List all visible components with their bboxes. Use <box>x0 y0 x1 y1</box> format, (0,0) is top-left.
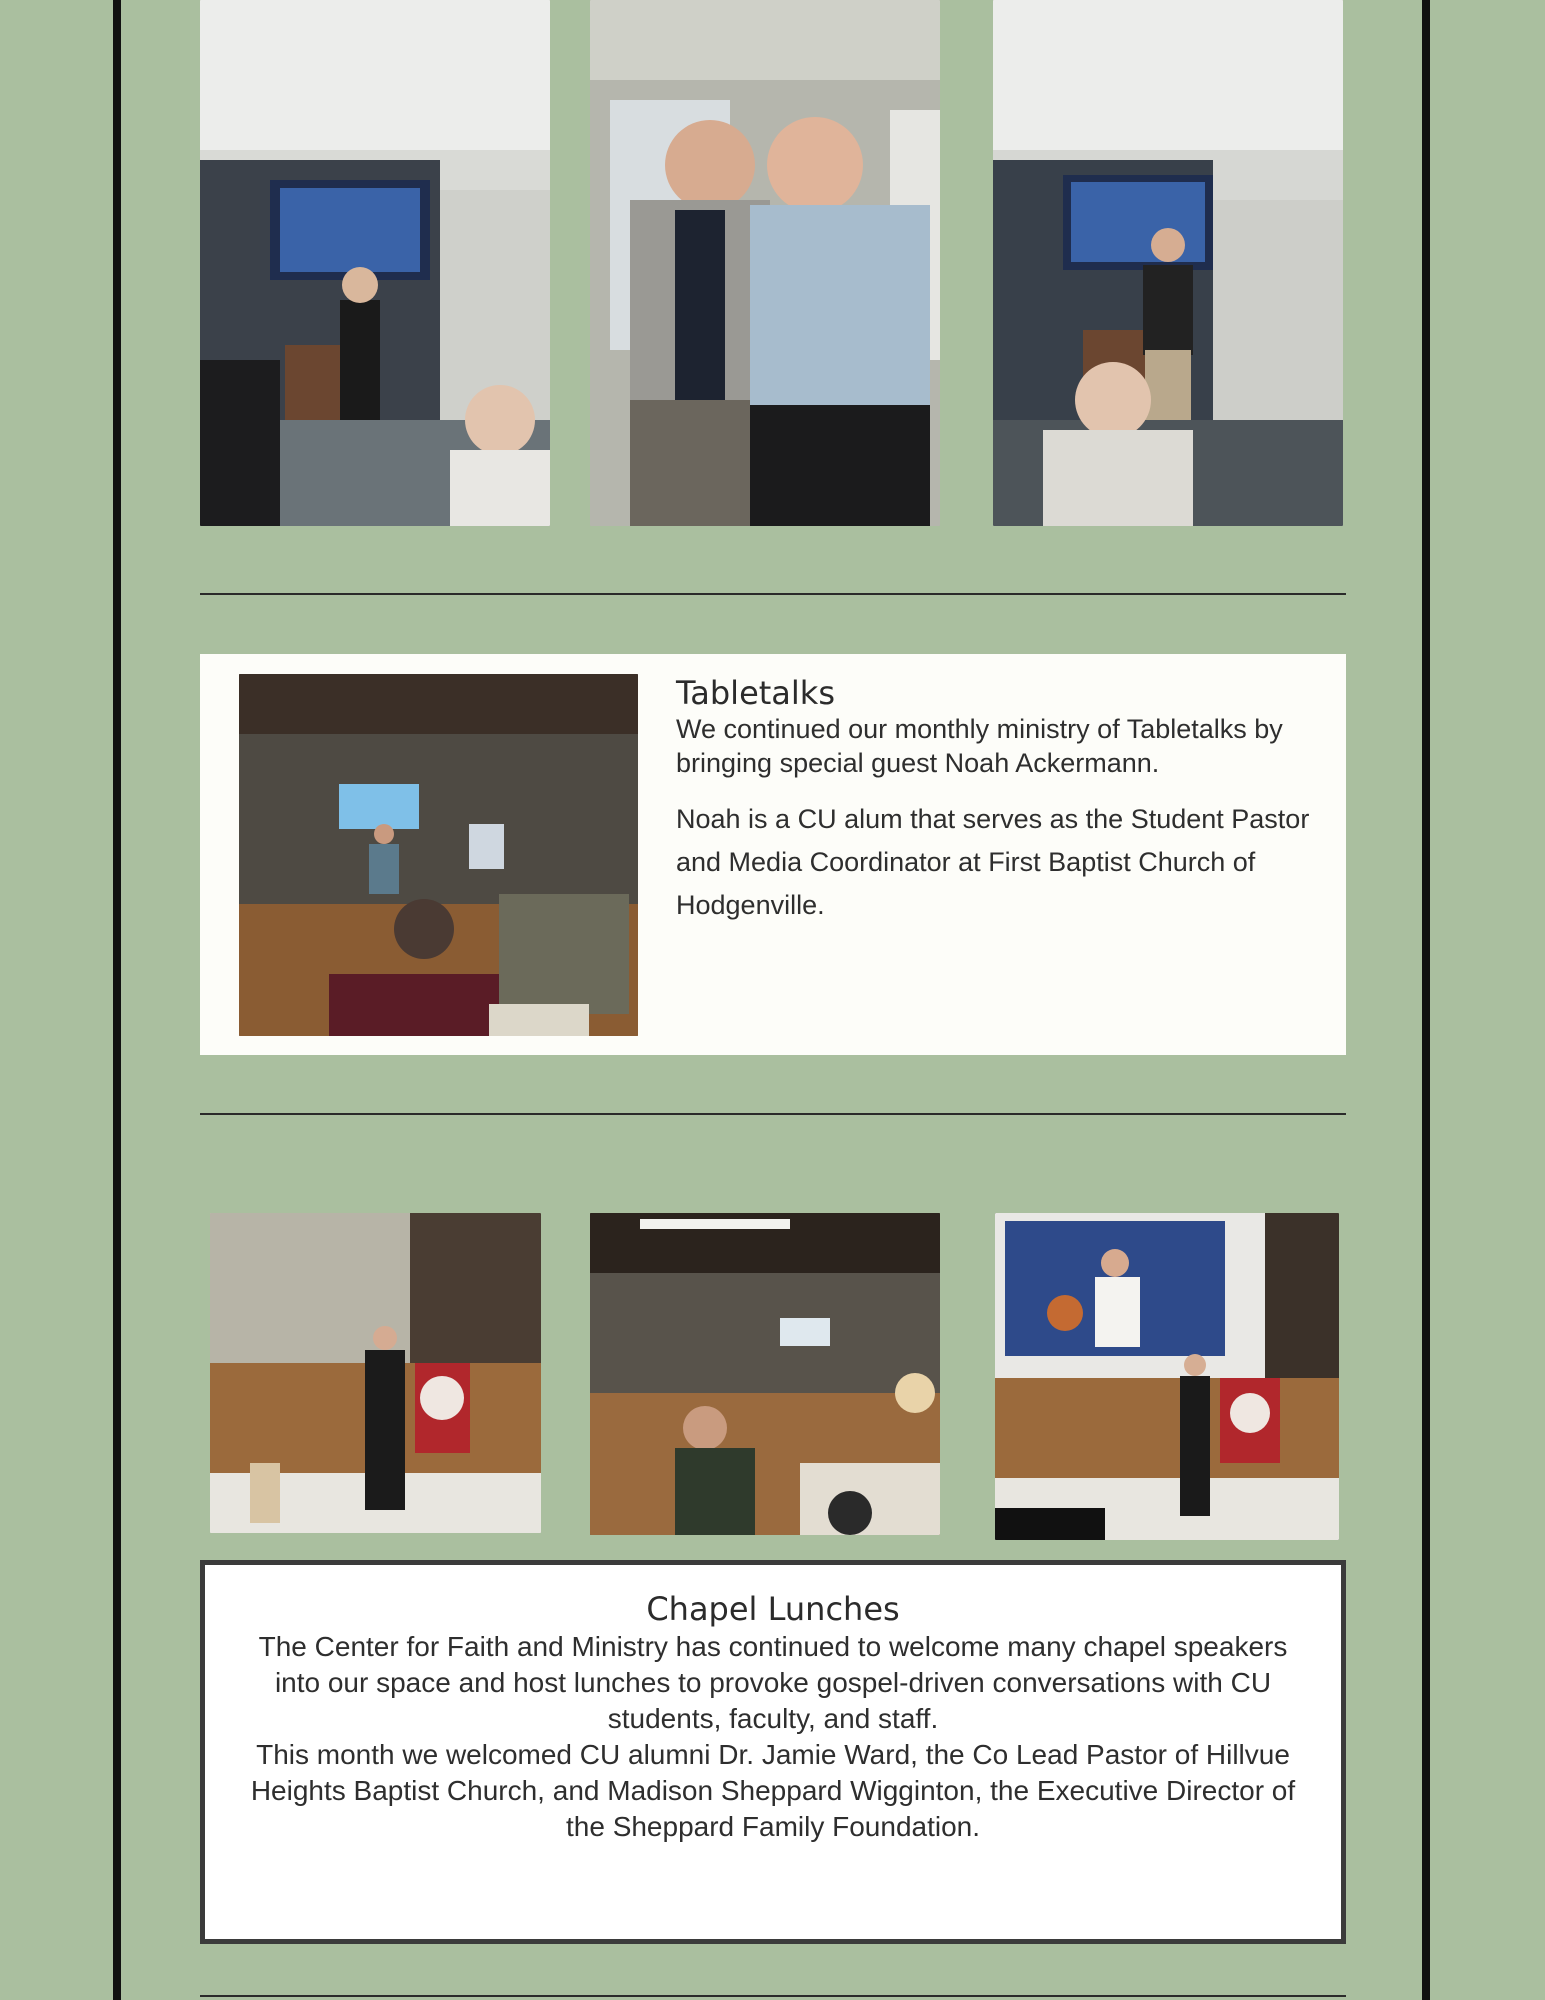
section-divider <box>200 1113 1346 1115</box>
section-divider <box>200 593 1346 595</box>
tabletalks-paragraph-1: We continued our monthly ministry of Tabletalks by bringing special guest Noah Ackermann. <box>676 714 1283 778</box>
tabletalks-event-photo <box>239 674 638 1036</box>
right-border-rail <box>1422 0 1430 2000</box>
chapel-speaker-man-photo <box>210 1213 541 1533</box>
tabletalks-title: Tabletalks <box>676 674 835 712</box>
tabletalks-card <box>200 654 1346 1055</box>
section-divider <box>200 1995 1346 1997</box>
speaker-man-photo <box>993 0 1343 526</box>
chapel-lunches-paragraph-1: The Center for Faith and Ministry has continued to welcome many chapel speakers into our space and host lunches to provoke gospel-driven conversations with CU students, faculty, and staff. <box>258 1631 1288 1734</box>
chapel-lunches-title: Chapel Lunches <box>646 1590 900 1628</box>
chapel-speaker-woman-photo <box>995 1213 1339 1540</box>
chapel-lunches-card <box>200 1560 1346 1944</box>
speaker-woman-photo <box>200 0 550 526</box>
tabletalks-paragraph-2: Noah is a CU alum that serves as the Student Pastor and Media Coordinator at First Baptist Church of Hodgenville. <box>676 804 1310 920</box>
two-men-portrait-photo <box>590 0 940 526</box>
chapel-lunches-paragraph-2: This month we welcomed CU alumni Dr. Jamie Ward, the Co Lead Pastor of Hillvue Heights Baptist Church, and Madison Sheppard Wigginton, the Executive Director of the Sheppard Family Foundation. <box>250 1739 1296 1842</box>
left-border-rail <box>113 0 121 2000</box>
chapel-lunch-room-photo <box>590 1213 940 1535</box>
